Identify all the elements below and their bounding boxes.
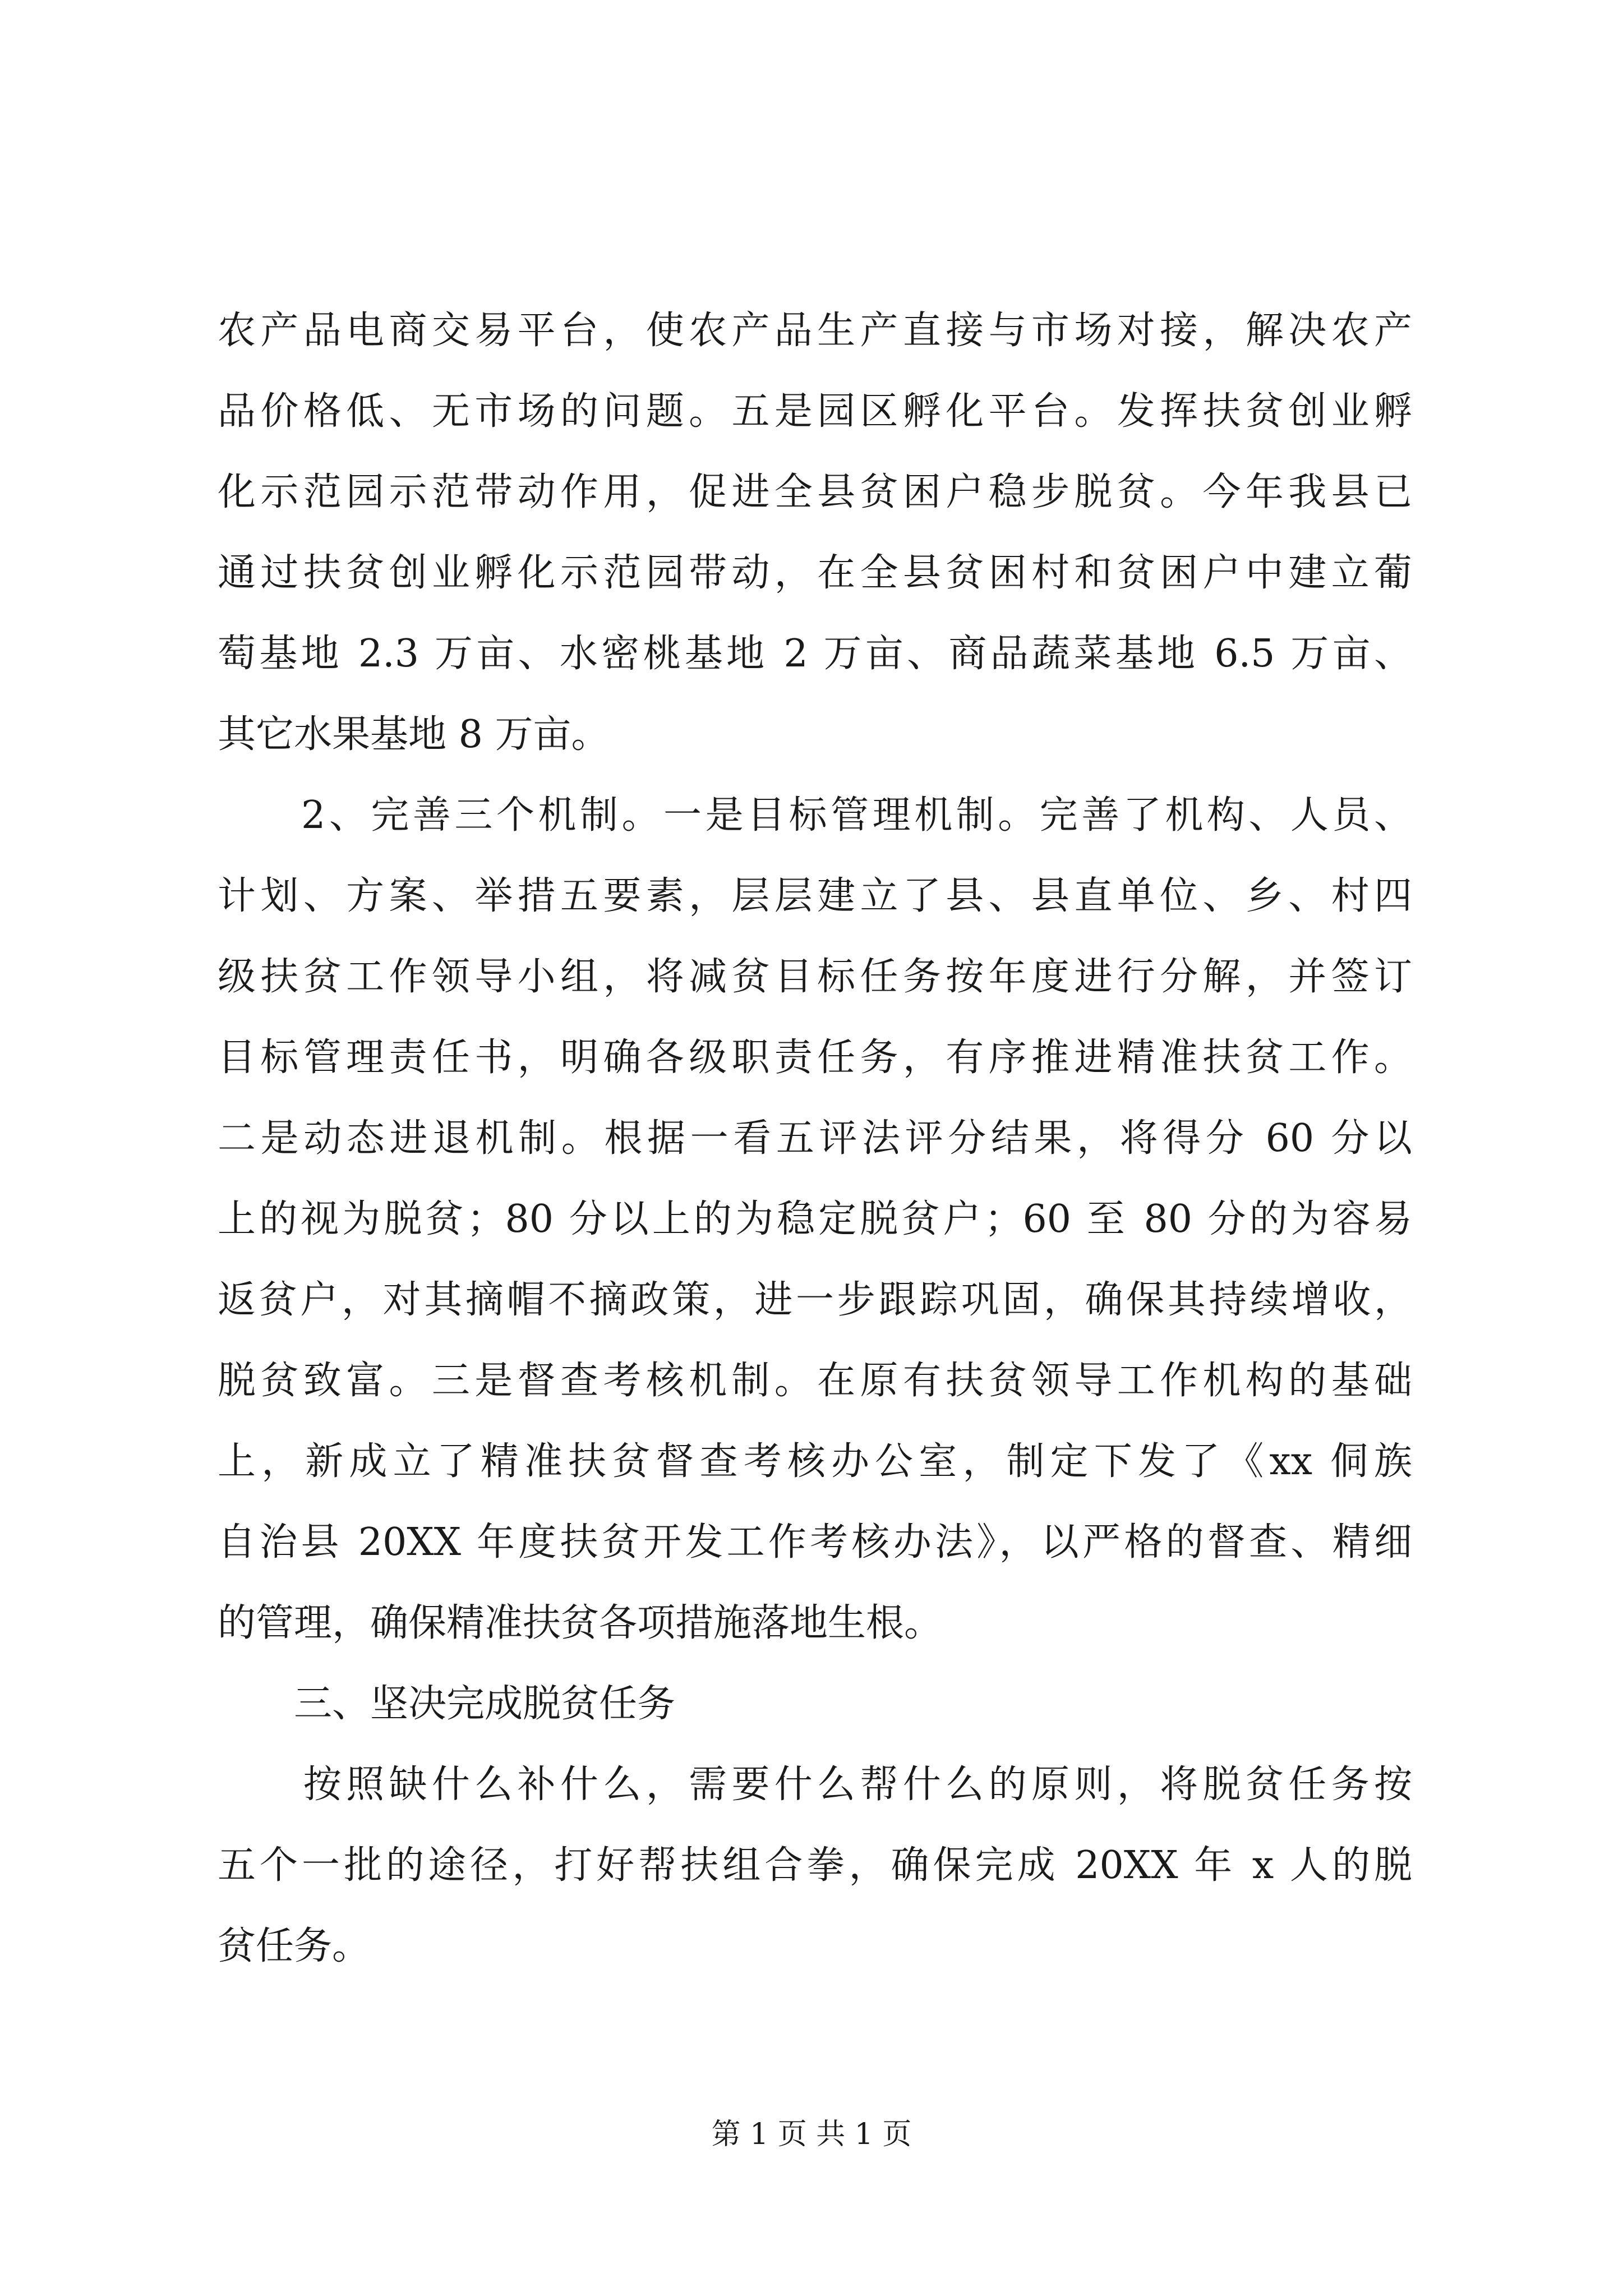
heading-line: 三、坚决完成脱贫任务 xyxy=(218,1682,676,1726)
text-line: 贫任务。 xyxy=(218,1924,371,1968)
text-line: 返贫户，对其摘帽不摘政策，进一步跟踪巩固，确保其持续增收， xyxy=(218,1278,1412,1322)
text-line: 化示范园示范带动作用，促进全县贫困户稳步脱贫。今年我县已 xyxy=(218,470,1412,514)
text-line: 五个一批的途径，打好帮扶组合拳，确保完成 20XX 年 x 人的脱 xyxy=(218,1843,1412,1888)
text-line: 目标管理责任书，明确各级职责任务，有序推进精准扶贫工作。 xyxy=(218,1036,1412,1080)
document-body xyxy=(218,291,1412,1987)
paragraph-3 xyxy=(218,1745,1412,1987)
text-line: 自治县 20XX 年度扶贫开发工作考核办法》，以严格的督查、精细 xyxy=(218,1520,1412,1565)
paragraph-1 xyxy=(218,291,1412,775)
text-line: 农产品电商交易平台，使农产品生产直接与市场对接，解决农产 xyxy=(218,309,1412,353)
text-line: 上的视为脱贫；80 分以上的为稳定脱贫户；60 至 80 分的为容易 xyxy=(218,1197,1412,1241)
text-line: 通过扶贫创业孵化示范园带动，在全县贫困村和贫困户中建立葡 xyxy=(218,551,1412,595)
text-line: 上，新成立了精准扶贫督查考核办公室，制定下发了《xx 侗族 xyxy=(218,1439,1412,1484)
page-number-footer: 第 1 页 共 1 页 xyxy=(711,2118,912,2151)
section-heading xyxy=(218,1664,1412,1745)
text-line: 脱贫致富。三是督查考核机制。在原有扶贫领导工作机构的基础 xyxy=(218,1359,1412,1403)
text-line: 的管理，确保精准扶贫各项措施落地生根。 xyxy=(218,1601,943,1645)
text-line: 按照缺什么补什么，需要什么帮什么的原则，将脱贫任务按 xyxy=(218,1763,1412,1807)
text-line: 萄基地 2.3 万亩、水密桃基地 2 万亩、商品蔬菜基地 6.5 万亩、 xyxy=(218,632,1412,676)
text-line: 品价格低、无市场的问题。五是园区孵化平台。发挥扶贫创业孵 xyxy=(218,389,1412,434)
text-line: 二是动态进退机制。根据一看五评法评分结果，将得分 60 分以 xyxy=(218,1116,1412,1161)
text-line: 其它水果基地 8 万亩。 xyxy=(218,712,610,757)
text-line: 2、完善三个机制。一是目标管理机制。完善了机构、人员、 xyxy=(218,793,1412,838)
text-line: 级扶贫工作领导小组，将减贫目标任务按年度进行分解，并签订 xyxy=(218,955,1412,999)
text-line: 计划、方案、举措五要素，层层建立了县、县直单位、乡、村四 xyxy=(218,874,1412,918)
paragraph-2 xyxy=(218,775,1412,1664)
